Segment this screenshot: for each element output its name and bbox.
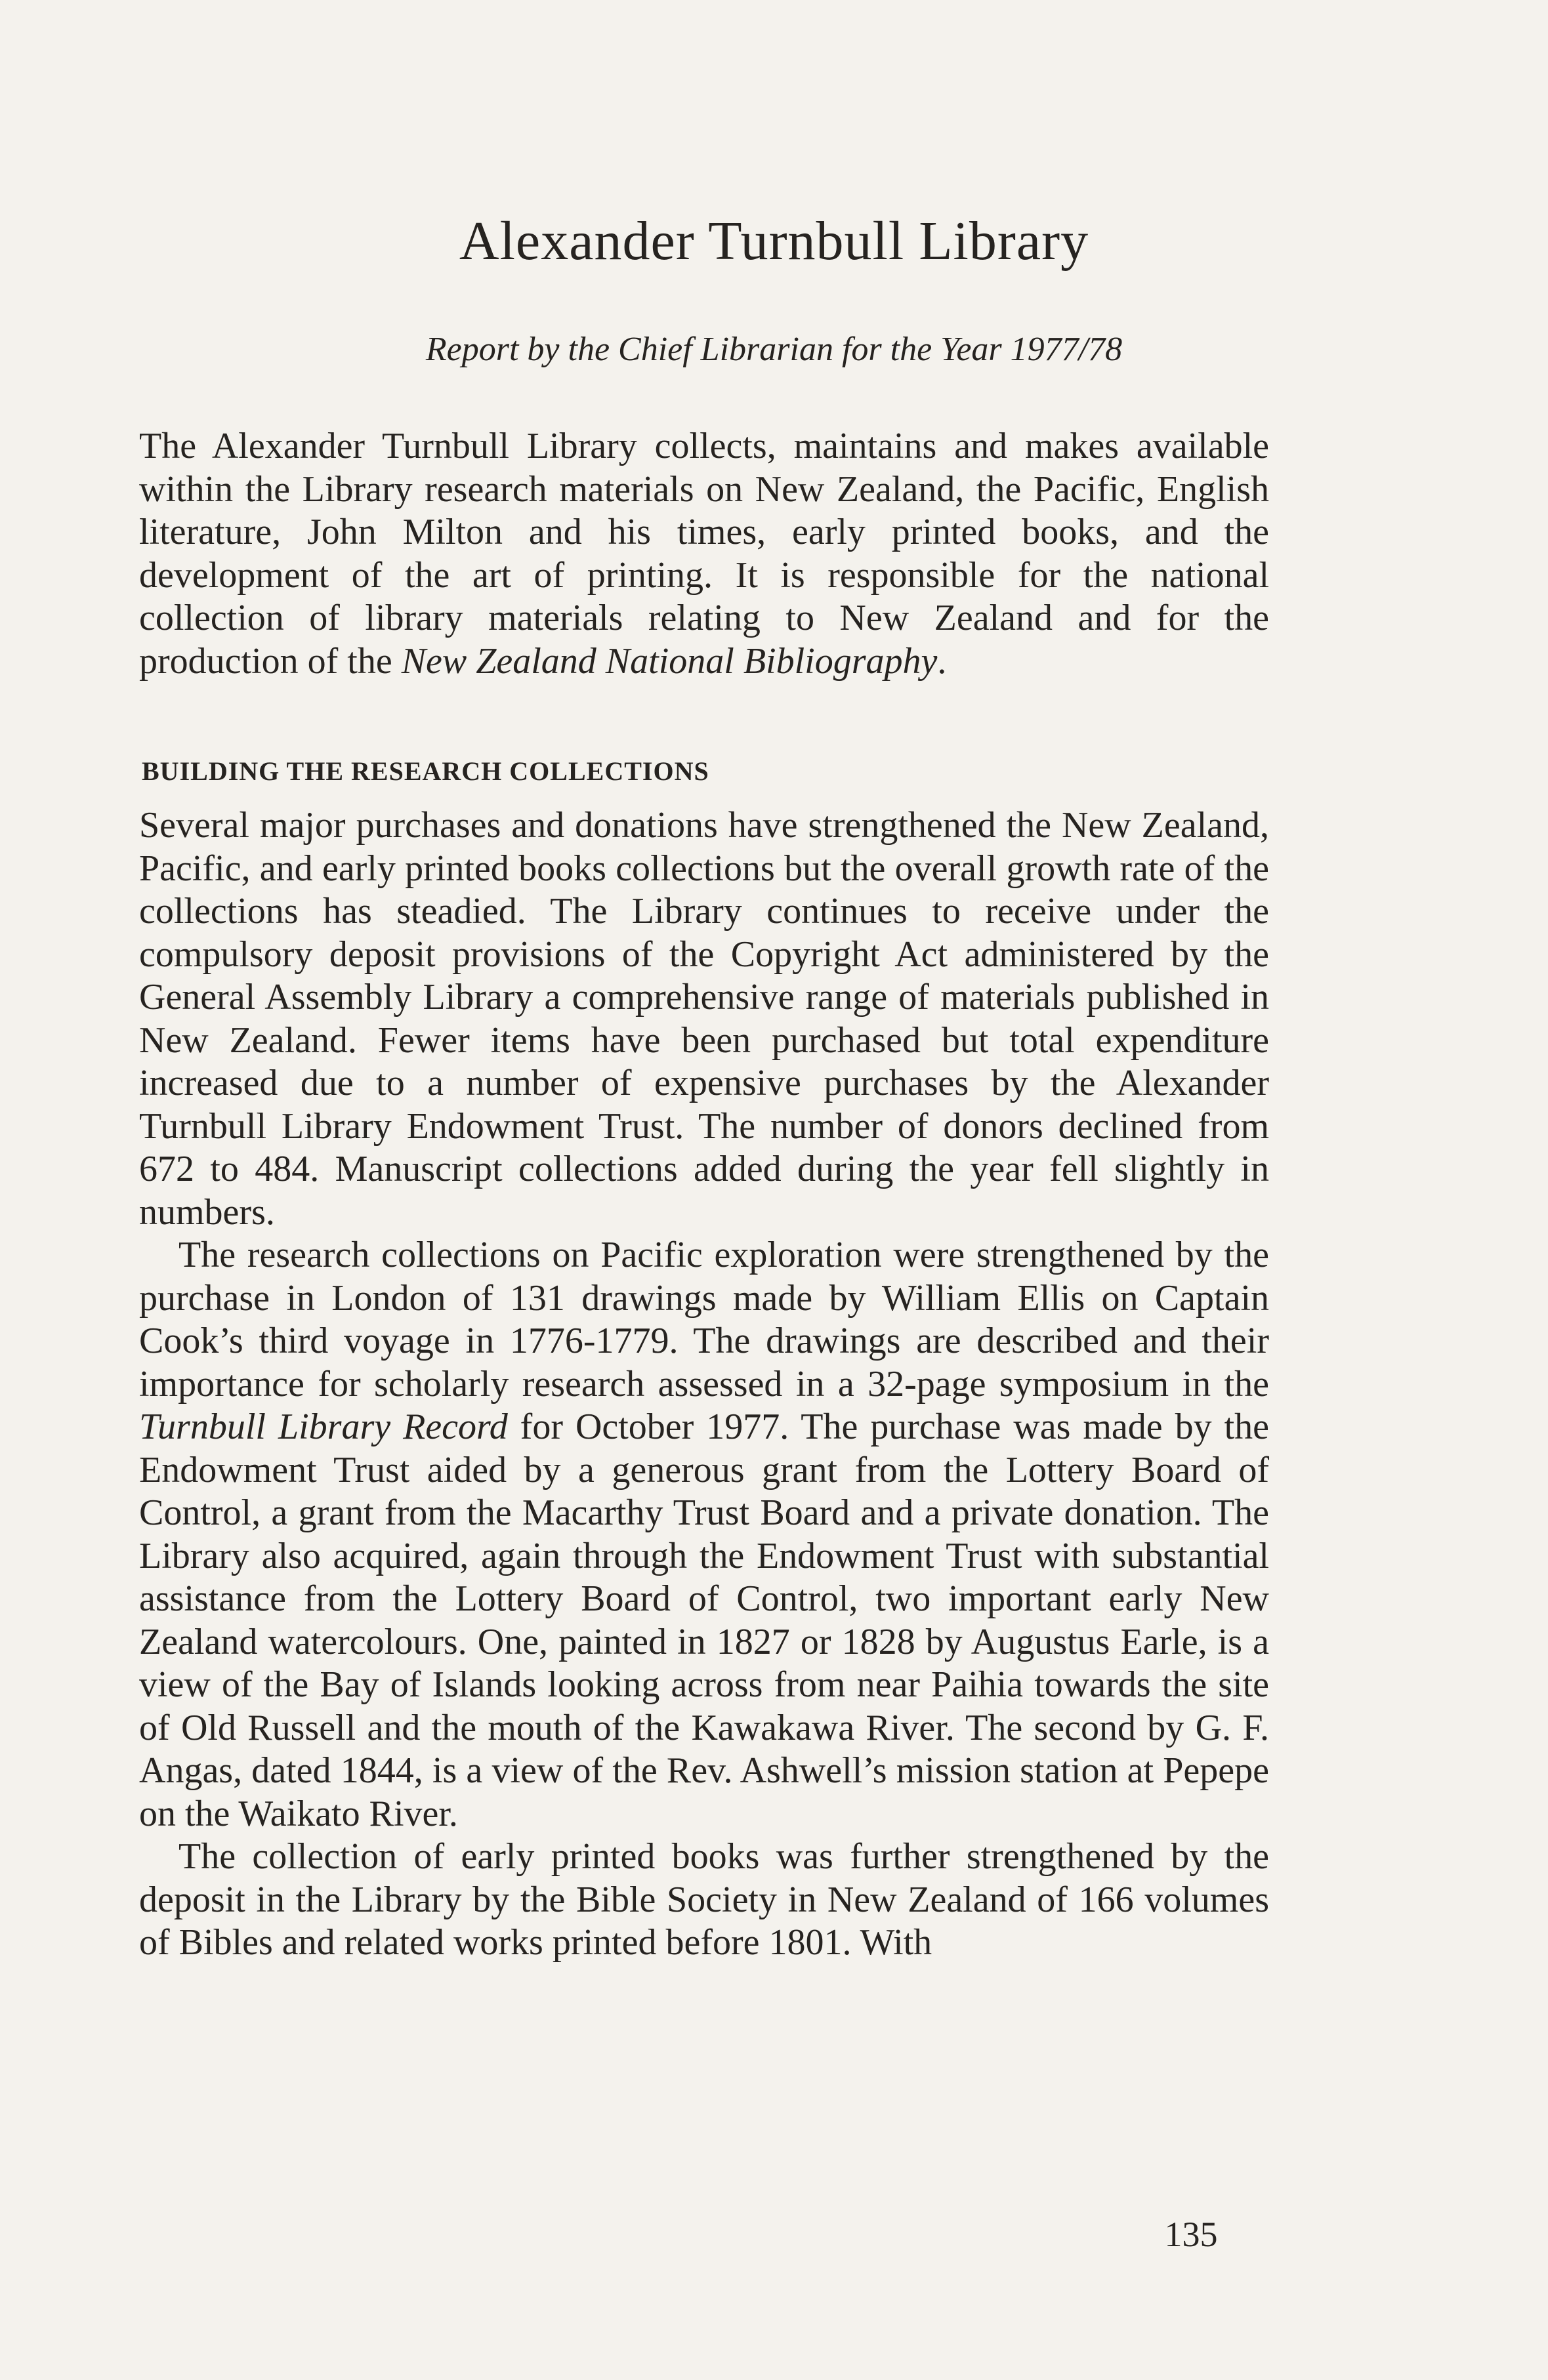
paragraph-2-end: for October 1977. The purchase was made by the Endowment Trust aided by a generous grant from the Lottery Board of Control, a grant from the Macarthy Trust Board and a private donation. The Library also acquired, again through the Endowment Trust with substantial assistance from the Lottery Board of Control, two important early New Zealand watercolours. One, painted in 1827 or 1828 by Augustus Earle, is a view of the Bay of Islands looking across from near Paihia towards the site of Old Russell and the mouth of the Kawakawa River. The second by G. F. Angas, dated 1844, is a view of the Rev. Ashwell’s mission station at Pepepe on the Waikato River. bbox=[139, 1406, 1269, 1834]
report-subtitle: Report by the Chief Librarian for the Year 1977/78 bbox=[425, 331, 1123, 368]
page-number: 135 bbox=[1164, 2215, 1218, 2254]
section-paragraph-2 bbox=[139, 1234, 1269, 1836]
section-paragraph-3: The collection of early printed books was further strengthened by the deposit in the Library by the Bible Society in New Zealand of 166 volumes of Bibles and related works printed before 1801. With bbox=[139, 1836, 1269, 1963]
section-heading: BUILDING THE RESEARCH COLLECTIONS bbox=[142, 756, 709, 786]
page-title: Alexander Turnbull Library bbox=[459, 211, 1089, 272]
section-body bbox=[139, 804, 1269, 1965]
section-paragraph-1: Several major purchases and donations have strengthened the New Zealand, Pacific, and early printed books collections but the overall growth rate of the collections has steadied. The Library continues to receive under the compulsory deposit provisions of the Copyright Act administered by the General Assembly Library a comprehensive range of materials published in New Zealand. Fewer items have been purchased but total expenditure increased due to a number of expensive purchases by the Alexander Turnbull Library Endowment Trust. The number of donors declined from 672 to 484. Manuscript collections added during the year fell slightly in numbers. bbox=[139, 805, 1269, 1233]
intro-italic-title: New Zealand National Bibliography bbox=[401, 640, 938, 682]
intro-text-main: The Alexander Turnbull Library collects, maintains and makes available within the Library research materials on New Zealand, the Pacific, English literature, John Milton and his times, early printed books, and the development of the art of printing. It is responsible for the national collection of library materials relating to New Zealand and for the production of the bbox=[139, 426, 1269, 682]
paragraph-2-main: The research collections on Pacific exploration were strengthened by the purchase in London of 131 drawings made by William Ellis on Captain Cook’s third voyage in 1776-1779. The drawings are described and their importance for scholarly research assessed in a 32-page symposium in the bbox=[139, 1235, 1269, 1405]
intro-text-end: . bbox=[937, 640, 947, 682]
paragraph-2-italic: Turnbull Library Record bbox=[139, 1406, 508, 1447]
intro-text bbox=[139, 425, 1269, 683]
intro-paragraph bbox=[139, 425, 1269, 683]
